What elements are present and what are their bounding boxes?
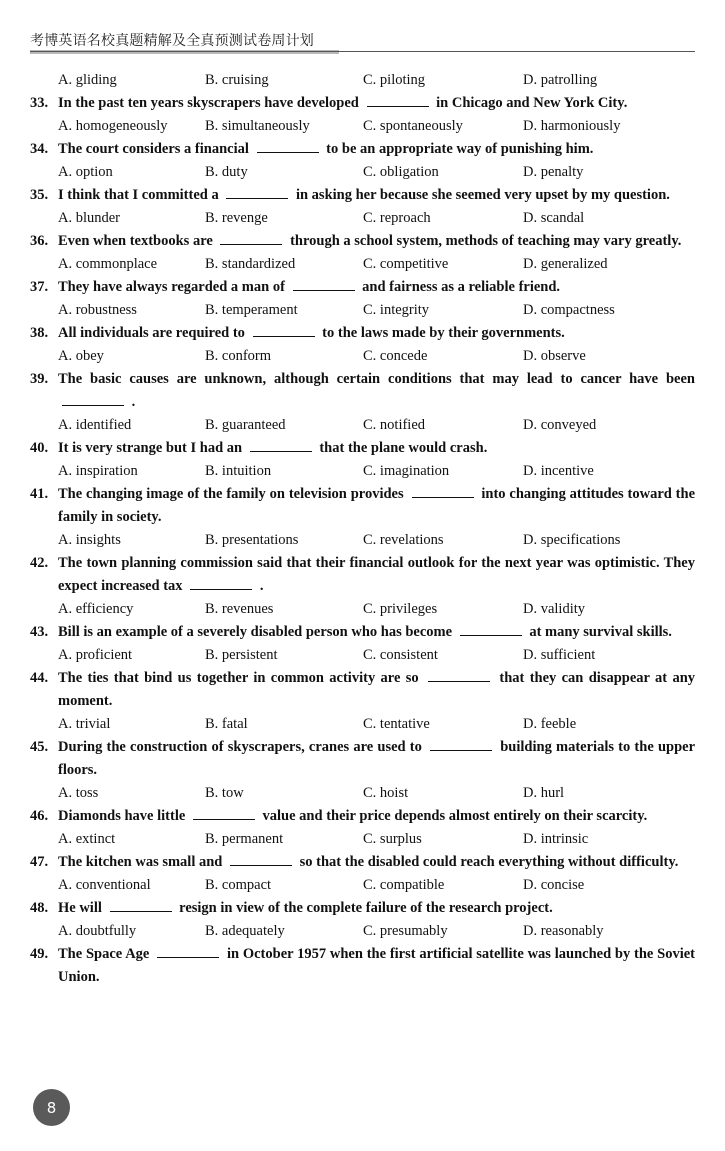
question-35 <box>30 184 695 207</box>
option-b: B. presentations <box>205 532 299 548</box>
question-stem <box>58 138 695 161</box>
option-d: D. sufficient <box>523 647 596 663</box>
stem-before-blank: The town planning commission said that their financial outlook for the next year was optimistic. They expect increased tax <box>58 555 695 594</box>
option-a: A. inspiration <box>58 463 138 479</box>
stem-after-blank: that they can disappear at any moment. <box>58 670 696 709</box>
question-stem <box>58 437 695 460</box>
stem-before-blank: All individuals are required to <box>58 325 245 341</box>
option-c: C. consistent <box>363 647 438 663</box>
option-d: D. specifications <box>523 532 621 548</box>
option-c: C. notified <box>363 417 426 433</box>
options-row <box>30 345 695 368</box>
stem-before-blank: The ties that bind us together in common activity are so <box>58 670 419 686</box>
question-stem <box>58 805 695 828</box>
question-stem <box>58 552 695 598</box>
option-c: C. obligation <box>363 164 439 180</box>
option-d: D. conveyed <box>523 417 597 433</box>
option-a: A. robustness <box>58 302 137 318</box>
answer-blank <box>250 450 312 452</box>
option-a: A. obey <box>58 348 104 364</box>
stem-after-blank: to the laws made by their governments. <box>322 325 565 341</box>
stem-after-blank: and fairness as a reliable friend. <box>362 279 561 295</box>
stem-before-blank: I think that I committed a <box>58 187 219 203</box>
option-d: D. generalized <box>523 256 608 272</box>
question-stem <box>58 483 695 529</box>
question-stem <box>58 92 695 115</box>
stem-before-blank: The Space Age <box>58 946 150 962</box>
question-45 <box>30 736 695 782</box>
stem-after-blank: at many survival skills. <box>529 624 672 640</box>
stem-after-blank: building materials to the upper floors. <box>58 739 696 778</box>
question-41 <box>30 483 695 529</box>
question-36 <box>30 230 695 253</box>
option-b: B. conform <box>205 348 272 364</box>
option-a: A. homogeneously <box>58 118 168 134</box>
option-b: B. guaranteed <box>205 417 286 433</box>
stem-before-blank: During the construction of skyscrapers, cranes are used to <box>58 739 422 755</box>
question-34 <box>30 138 695 161</box>
option-b: B. permanent <box>205 831 284 847</box>
option-b: B. revenues <box>205 601 274 617</box>
answer-blank <box>220 243 282 245</box>
option-a: A. identified <box>58 417 132 433</box>
option-d: D. compactness <box>523 302 615 318</box>
stem-before-blank: In the past ten years skyscrapers have developed <box>58 95 359 111</box>
stem-before-blank: The basic causes are unknown, although certain conditions that may lead to cancer have been <box>58 371 695 387</box>
options-row <box>30 920 695 943</box>
page-number-badge: 8 <box>33 1089 70 1126</box>
stem-after-blank: in October 1957 when the first artificial satellite was launched by the Soviet Union. <box>58 946 696 985</box>
question-number: 48. <box>30 900 49 916</box>
option-b: B. temperament <box>205 302 298 318</box>
option-b: B. tow <box>205 785 244 801</box>
option-c: C. compatible <box>363 877 445 893</box>
question-number: 47. <box>30 854 49 870</box>
question-number: 38. <box>30 325 49 341</box>
question-48 <box>30 897 695 920</box>
page-header <box>30 30 695 54</box>
options-row <box>30 253 695 276</box>
answer-blank <box>412 496 474 498</box>
stem-before-blank: It is very strange but I had an <box>58 440 243 456</box>
question-42 <box>30 552 695 598</box>
answer-blank <box>62 404 124 406</box>
options-row <box>30 598 695 621</box>
stem-before-blank: The changing image of the family on television provides <box>58 486 404 502</box>
options-row <box>30 414 695 437</box>
stem-after-blank: in Chicago and New York City. <box>436 95 628 111</box>
answer-blank <box>230 864 292 866</box>
stem-before-blank: The court considers a financial <box>58 141 249 157</box>
question-number: 40. <box>30 440 49 456</box>
stem-before-blank: He will <box>58 900 102 916</box>
stem-before-blank: Bill is an example of a severely disabled person who has become <box>58 624 453 640</box>
stem-after-blank: into changing attitudes toward the family in society. <box>58 486 696 525</box>
answer-blank <box>293 289 355 291</box>
options-row <box>30 874 695 897</box>
option-c: C. surplus <box>363 831 422 847</box>
question-49 <box>30 943 695 989</box>
option-d: D. observe <box>523 348 586 364</box>
answer-blank <box>110 910 172 912</box>
option-c: C. reproach <box>363 210 431 226</box>
answer-blank <box>367 105 429 107</box>
stem-after-blank: so that the disabled could reach everything without difficulty. <box>299 854 679 870</box>
options-row <box>30 115 695 138</box>
question-38 <box>30 322 695 345</box>
option-c: C. competitive <box>363 256 449 272</box>
option-c: C. privileges <box>363 601 438 617</box>
options-row <box>30 299 695 322</box>
question-stem <box>58 736 695 782</box>
question-44 <box>30 667 695 713</box>
option-c: C. integrity <box>363 302 430 318</box>
option-d: D. penalty <box>523 164 584 180</box>
question-43 <box>30 621 695 644</box>
options-row <box>30 161 695 184</box>
question-39 <box>30 368 695 414</box>
book-title: 考博英语名校真题精解及全真预测试卷周计划 <box>30 33 314 49</box>
option-c: C. piloting <box>363 72 426 88</box>
stem-after-blank: resign in view of the complete failure of the research project. <box>179 900 553 916</box>
question-number: 39. <box>30 371 49 387</box>
question-number: 33. <box>30 95 49 111</box>
options-row <box>30 713 695 736</box>
options-row <box>30 644 695 667</box>
option-a: A. doubtfully <box>58 923 137 939</box>
option-c: C. tentative <box>363 716 430 732</box>
answer-blank <box>157 956 219 958</box>
answer-blank <box>190 588 252 590</box>
options-row <box>30 529 695 552</box>
question-stem <box>58 621 695 644</box>
question-number: 43. <box>30 624 49 640</box>
question-47 <box>30 851 695 874</box>
question-number: 49. <box>30 946 49 962</box>
stem-after-blank: through a school system, methods of teaching may vary greatly. <box>290 233 682 249</box>
option-b: B. persistent <box>205 647 278 663</box>
question-stem <box>58 322 695 345</box>
option-d: D. intrinsic <box>523 831 589 847</box>
options-row <box>30 460 695 483</box>
question-list <box>30 69 695 989</box>
option-d: D. feeble <box>523 716 577 732</box>
option-c: C. revelations <box>363 532 444 548</box>
options-row <box>30 828 695 851</box>
option-a: A. option <box>58 164 113 180</box>
option-b: B. simultaneously <box>205 118 310 134</box>
option-c: C. presumably <box>363 923 448 939</box>
question-stem <box>58 667 695 713</box>
stem-after-blank: to be an appropriate way of punishing him. <box>326 141 594 157</box>
question-number: 36. <box>30 233 49 249</box>
option-b: B. duty <box>205 164 248 180</box>
question-stem <box>58 276 695 299</box>
option-b: B. cruising <box>205 72 269 88</box>
question-number: 41. <box>30 486 49 502</box>
option-a: A. conventional <box>58 877 151 893</box>
option-c: C. concede <box>363 348 428 364</box>
answer-blank <box>193 818 255 820</box>
options-row <box>30 69 695 92</box>
option-b: B. standardized <box>205 256 296 272</box>
answer-blank <box>460 634 522 636</box>
option-b: B. intuition <box>205 463 272 479</box>
stem-before-blank: Even when textbooks are <box>58 233 213 249</box>
header-rule <box>30 51 695 52</box>
question-number: 46. <box>30 808 49 824</box>
option-c: C. imagination <box>363 463 450 479</box>
question-number: 45. <box>30 739 49 755</box>
question-40 <box>30 437 695 460</box>
question-number: 34. <box>30 141 49 157</box>
option-a: A. commonplace <box>58 256 158 272</box>
question-stem <box>58 943 695 989</box>
option-a: A. proficient <box>58 647 133 663</box>
question-number: 44. <box>30 670 49 686</box>
question-number: 37. <box>30 279 49 295</box>
option-b: B. adequately <box>205 923 285 939</box>
option-d: D. validity <box>523 601 586 617</box>
option-b: B. revenge <box>205 210 268 226</box>
answer-blank <box>253 335 315 337</box>
option-a: A. toss <box>58 785 99 801</box>
question-stem <box>58 368 695 414</box>
stem-before-blank: The kitchen was small and <box>58 854 223 870</box>
answer-blank <box>257 151 319 153</box>
answer-blank <box>430 749 492 751</box>
option-b: B. compact <box>205 877 272 893</box>
option-d: D. patrolling <box>523 72 598 88</box>
option-d: D. scandal <box>523 210 585 226</box>
stem-before-blank: Diamonds have little <box>58 808 186 824</box>
stem-after-blank: that the plane would crash. <box>319 440 488 456</box>
stem-after-blank: value and their price depends almost entirely on their scarcity. <box>262 808 648 824</box>
option-d: D. incentive <box>523 463 594 479</box>
stem-before-blank: They have always regarded a man of <box>58 279 285 295</box>
option-a: A. gliding <box>58 72 117 88</box>
option-a: A. efficiency <box>58 601 134 617</box>
answer-blank <box>428 680 490 682</box>
question-stem <box>58 851 695 874</box>
question-46 <box>30 805 695 828</box>
option-d: D. concise <box>523 877 585 893</box>
question-stem <box>58 184 695 207</box>
stem-after-blank: . <box>131 394 136 410</box>
option-a: A. trivial <box>58 716 111 732</box>
options-row <box>30 782 695 805</box>
options-row <box>30 207 695 230</box>
question-stem <box>58 897 695 920</box>
stem-after-blank: . <box>259 578 264 594</box>
option-c: C. hoist <box>363 785 409 801</box>
option-d: D. reasonably <box>523 923 604 939</box>
question-number: 35. <box>30 187 49 203</box>
question-33 <box>30 92 695 115</box>
option-d: D. harmoniously <box>523 118 621 134</box>
option-a: A. insights <box>58 532 121 548</box>
question-37 <box>30 276 695 299</box>
question-number: 42. <box>30 555 49 571</box>
option-a: A. extinct <box>58 831 116 847</box>
option-c: C. spontaneously <box>363 118 463 134</box>
option-a: A. blunder <box>58 210 121 226</box>
option-d: D. hurl <box>523 785 565 801</box>
stem-after-blank: in asking her because she seemed very upset by my question. <box>295 187 670 203</box>
answer-blank <box>226 197 288 199</box>
question-stem <box>58 230 695 253</box>
option-b: B. fatal <box>205 716 248 732</box>
